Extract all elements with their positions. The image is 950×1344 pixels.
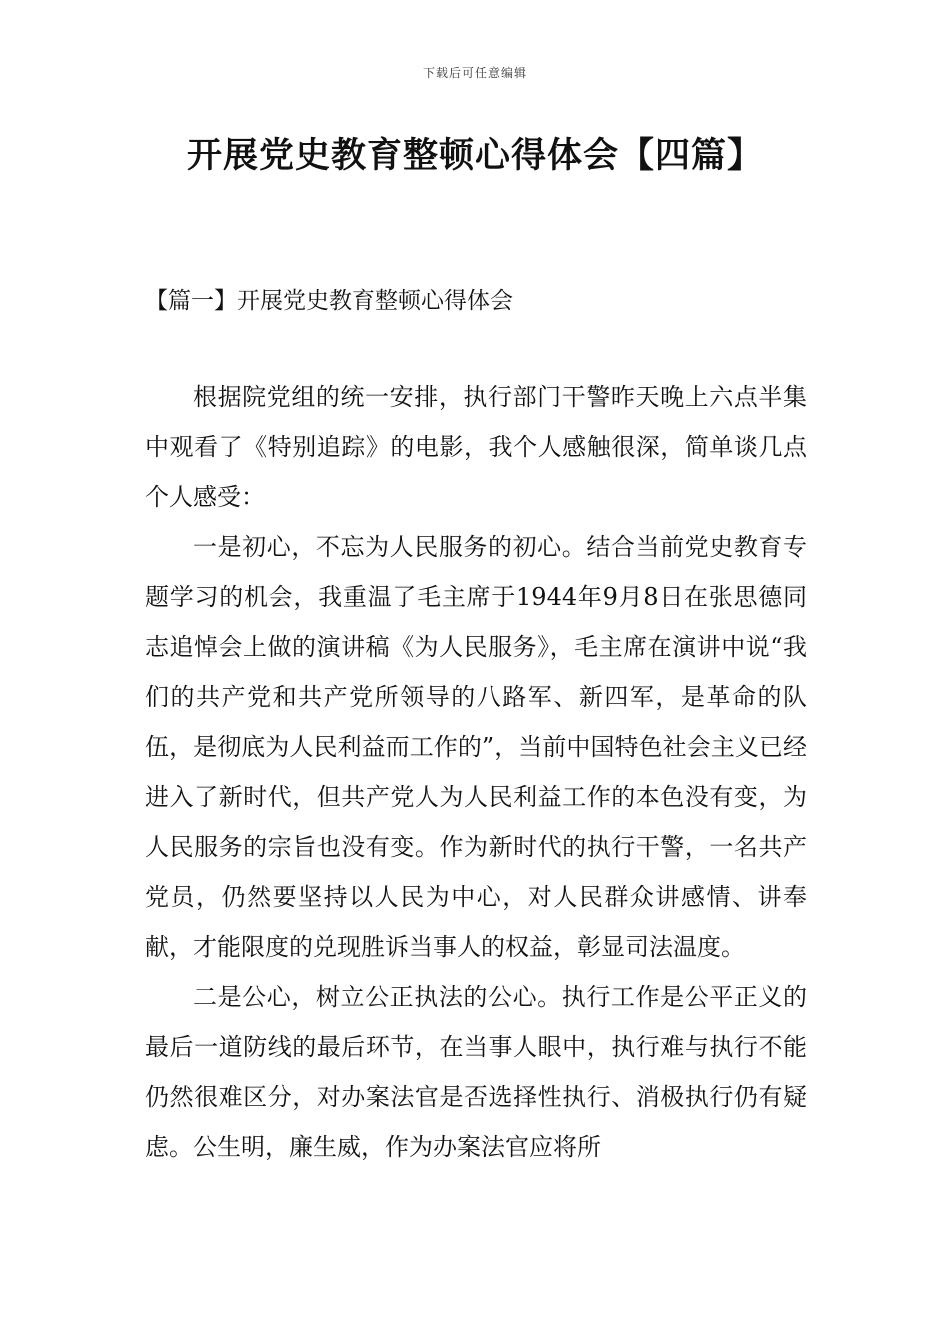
header-note: 下载后可任意编辑	[422, 66, 527, 80]
document-title: 开展党史教育整顿心得体会【四篇】	[186, 135, 763, 176]
paragraph-intro: 根据院党组的统一安排，执行部门干警昨天晚上六点半集中观看了《特别追踪》的电影，我个人感触很深，简单谈几点个人感受：	[145, 383, 807, 511]
body-text	[145, 372, 807, 1172]
paragraph-point-one: 一是初心，不忘为人民服务的初心。结合当前党史教育专题学习的机会，我重温了毛主席于1944年9月8日在张思德同志追悼会上做的演讲稿《为人民服务》，毛主席在演讲中说“我们的共产党和共产党所领导的八路军、新四军，是革命的队伍，是彻底为人民利益而工作的”，当前中国特色社会主义已经进入了新时代，但共产党人为人民利益工作的本色没有变，为人民服务的宗旨也没有变。作为新时代的执行干警，一名共产党员，仍然要坚持以人民为中心，对人民群众讲感情、讲奉献，才能限度的兑现胜诉当事人的权益，彰显司法温度。	[145, 533, 807, 961]
section-heading: 【篇一】开展党史教育整顿心得体会	[145, 288, 513, 314]
paragraph-point-two: 二是公心，树立公正执法的公心。执行工作是公平正义的最后一道防线的最后环节，在当事人眼中，执行难与执行不能仍然很难区分，对办案法官是否选择性执行、消极执行仍有疑虑。公生明，廉生威，作为办案法官应将所	[145, 983, 807, 1161]
